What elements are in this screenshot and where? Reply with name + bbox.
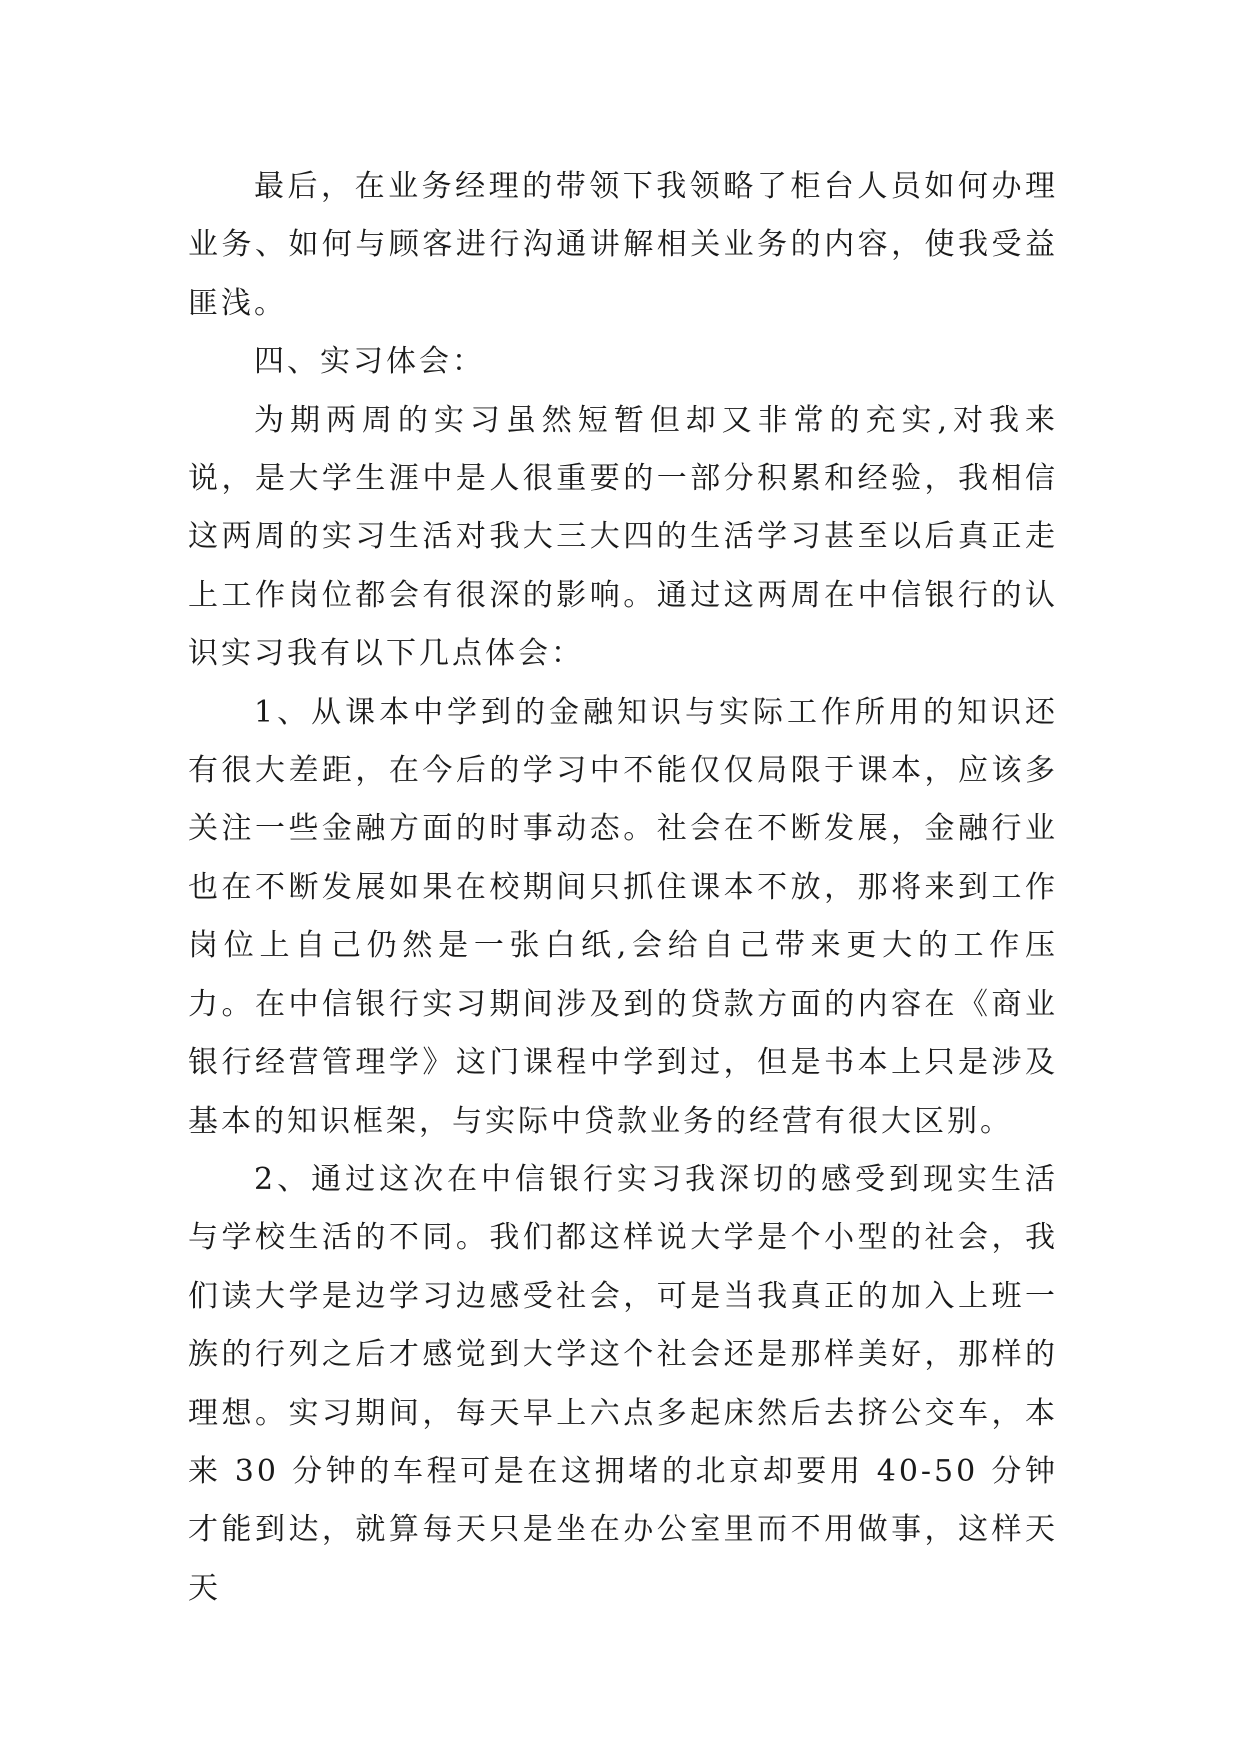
paragraph-point-2: 2、通过这次在中信银行实习我深切的感受到现实生活与学校生活的不同。我们都这样说大学是个小型的社会，我们读大学是边学习边感受社会，可是当我真正的加入上班一族的行列之后才感觉到大学这个社会还是那样美好，那样的理想。实习期间，每天早上六点多起床然后去挤公交车，本来 30 分钟的车程可是在这拥堵的北京却要用 40-50 分钟才能到达，就算每天只是坐在办公室里而不用做事，这样天天 bbox=[188, 1161, 1058, 1606]
document-body bbox=[188, 158, 1058, 1618]
paragraph-point-1: 1、从课本中学到的金融知识与实际工作所用的知识还有很大差距，在今后的学习中不能仅仅局限于课本，应该多关注一些金融方面的时事动态。社会在不断发展，金融行业也在不断发展如果在校期间只抓住课本不放，那将来到工作岗位上自己仍然是一张白纸,会给自己带来更大的工作压力。在中信银行实习期间涉及到的贷款方面的内容在《商业银行经营管理学》这门课程中学到过，但是书本上只是涉及基本的知识框架，与实际中贷款业务的经营有很大区别。 bbox=[188, 694, 1058, 1139]
paragraph-conclusion: 最后，在业务经理的带领下我领略了柜台人员如何办理业务、如何与顾客进行沟通讲解相关业务的内容，使我受益匪浅。 bbox=[188, 169, 1058, 321]
paragraph-intro: 为期两周的实习虽然短暂但却又非常的充实,对我来说，是大学生涯中是人很重要的一部分积累和经验，我相信这两周的实习生活对我大三大四的生活学习甚至以后真正走上工作岗位都会有很深的影响。通过这两周在中信银行的认识实习我有以下几点体会： bbox=[188, 402, 1058, 672]
section-heading-internship-experience: 四、实习体会： bbox=[254, 344, 485, 380]
